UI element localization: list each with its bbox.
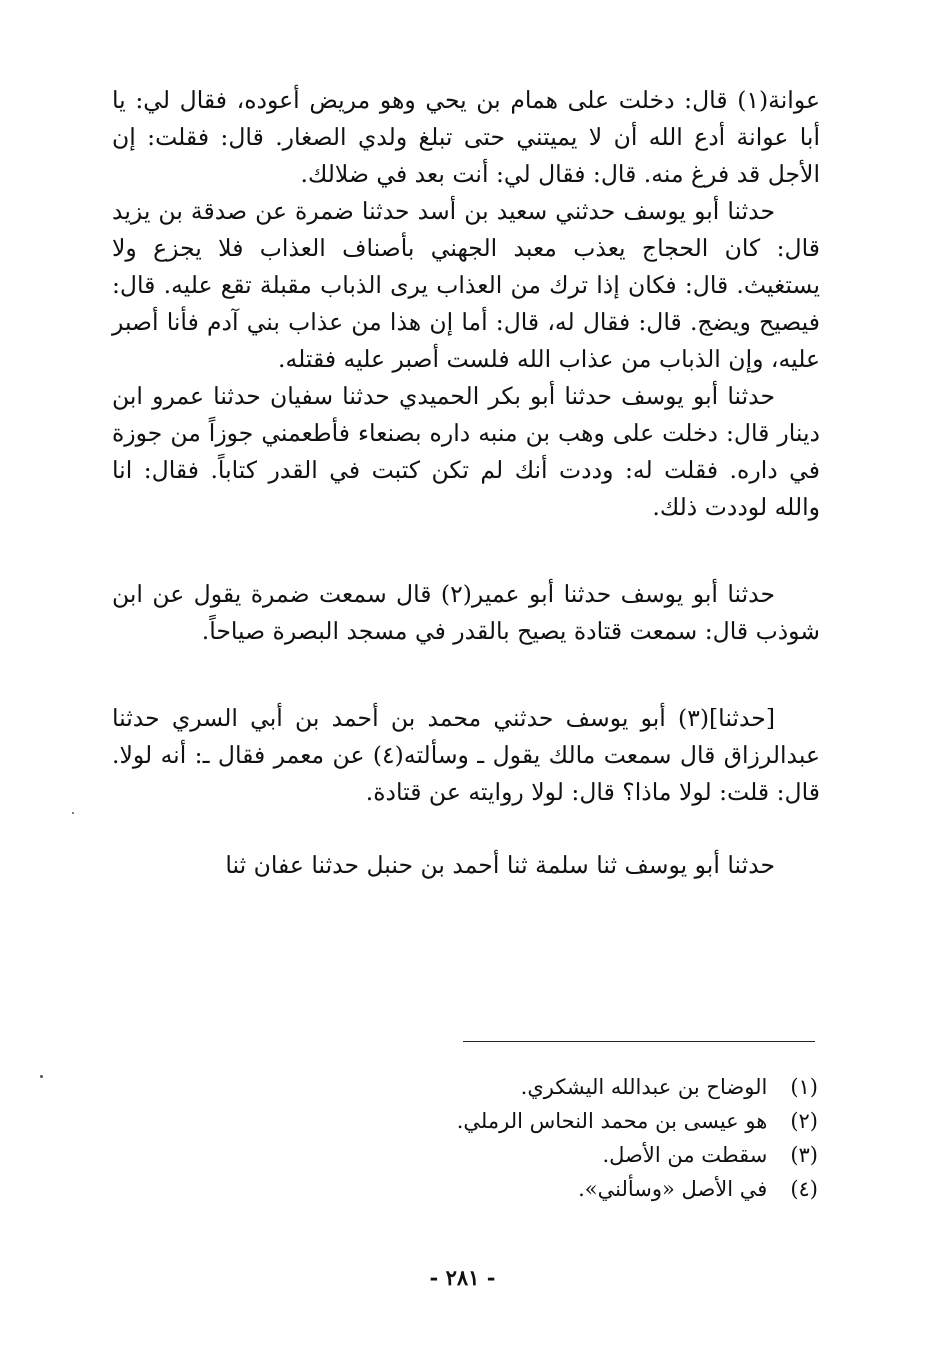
paragraph-gap bbox=[112, 526, 820, 576]
footnote-2 bbox=[112, 1104, 818, 1138]
paragraph-2: حدثنا أبو يوسف حدثني سعيد بن أسد حدثنا ضمرة عن صدقة بن يزيد قال: كان الحجاج يعذب معبد الجهني بأصناف العذاب فلا يجزع ولا يستغيث. قال: فكان إذا ترك من العذاب يرى الذباب مقبلة تقع عليه. قال: فيصيح ويضج. قال: فقال له، قال: أما إن هذا من عذاب بني آدم فأنا أصبر عليه، وإن الذباب من عذاب الله فلست أصبر عليه فقتله. bbox=[112, 197, 820, 373]
footnote-separator bbox=[463, 1041, 815, 1042]
footnote-text: الوضاح بن عبدالله اليشكري. bbox=[520, 1075, 768, 1099]
paragraph-3: حدثنا أبو يوسف حدثنا أبو بكر الحميدي حدثنا سفيان حدثنا عمرو ابن دينار قال: دخلت على وهب بن منبه داره بصنعاء فأطعمني جوزاً من جوزة في داره. فقلت له: وددت أنك لم تكن كتبت في القدر كتاباً. فقال: انا والله لوددت ذلك. bbox=[112, 382, 820, 521]
paragraph-1: عوانة(١) قال: دخلت على همام بن يحي وهو مريض أعوده، فقال لي: يا أبا عوانة أدع الله أن لا يميتني حتى تبلغ ولدي الصغار. قال: فقلت: إن الأجل قد فرغ منه. قال: فقال لي: أنت بعد في ضلالك. bbox=[112, 86, 820, 188]
paragraph-gap bbox=[112, 650, 820, 700]
paragraph-6: حدثنا أبو يوسف ثنا سلمة ثنا أحمد بن حنبل حدثنا عفان ثنا bbox=[225, 851, 775, 879]
footnote-number: (٣) bbox=[790, 1143, 818, 1167]
footnote-text: هو عيسى بن محمد النحاس الرملي. bbox=[456, 1109, 768, 1133]
scan-speck bbox=[72, 812, 74, 814]
footnote-text: سقطت من الأصل. bbox=[602, 1143, 768, 1167]
page-number: - ٢٨١ - bbox=[429, 1265, 496, 1290]
footnote-text: في الأصل «وسألني». bbox=[578, 1177, 768, 1201]
footnote-number: (٤) bbox=[790, 1177, 818, 1201]
footnote-1 bbox=[112, 1070, 818, 1104]
main-text bbox=[112, 82, 820, 884]
footnote-3 bbox=[112, 1138, 818, 1172]
paragraph-4: حدثنا أبو يوسف حدثنا أبو عمير(٢) قال سمعت ضمرة يقول عن ابن شوذب قال: سمعت قتادة يصيح بالقدر في مسجد البصرة صياحاً. bbox=[112, 580, 820, 645]
scan-speck bbox=[40, 1075, 43, 1078]
footnote-number: (٢) bbox=[790, 1109, 818, 1133]
footnotes bbox=[112, 1070, 818, 1206]
footnote-number: (١) bbox=[790, 1075, 818, 1099]
paragraph-5: [حدثنا](٣) أبو يوسف حدثني محمد بن أحمد بن أبي السري حدثنا عبدالرزاق قال سمعت مالك يقول ـ وسألته(٤) عن معمر فقال ـ: أنه لولا. قال: قلت: لولا ماذا؟ قال: لولا روايته عن قتادة. bbox=[112, 704, 820, 806]
paragraph-gap bbox=[112, 811, 820, 847]
footnote-4 bbox=[112, 1172, 818, 1206]
